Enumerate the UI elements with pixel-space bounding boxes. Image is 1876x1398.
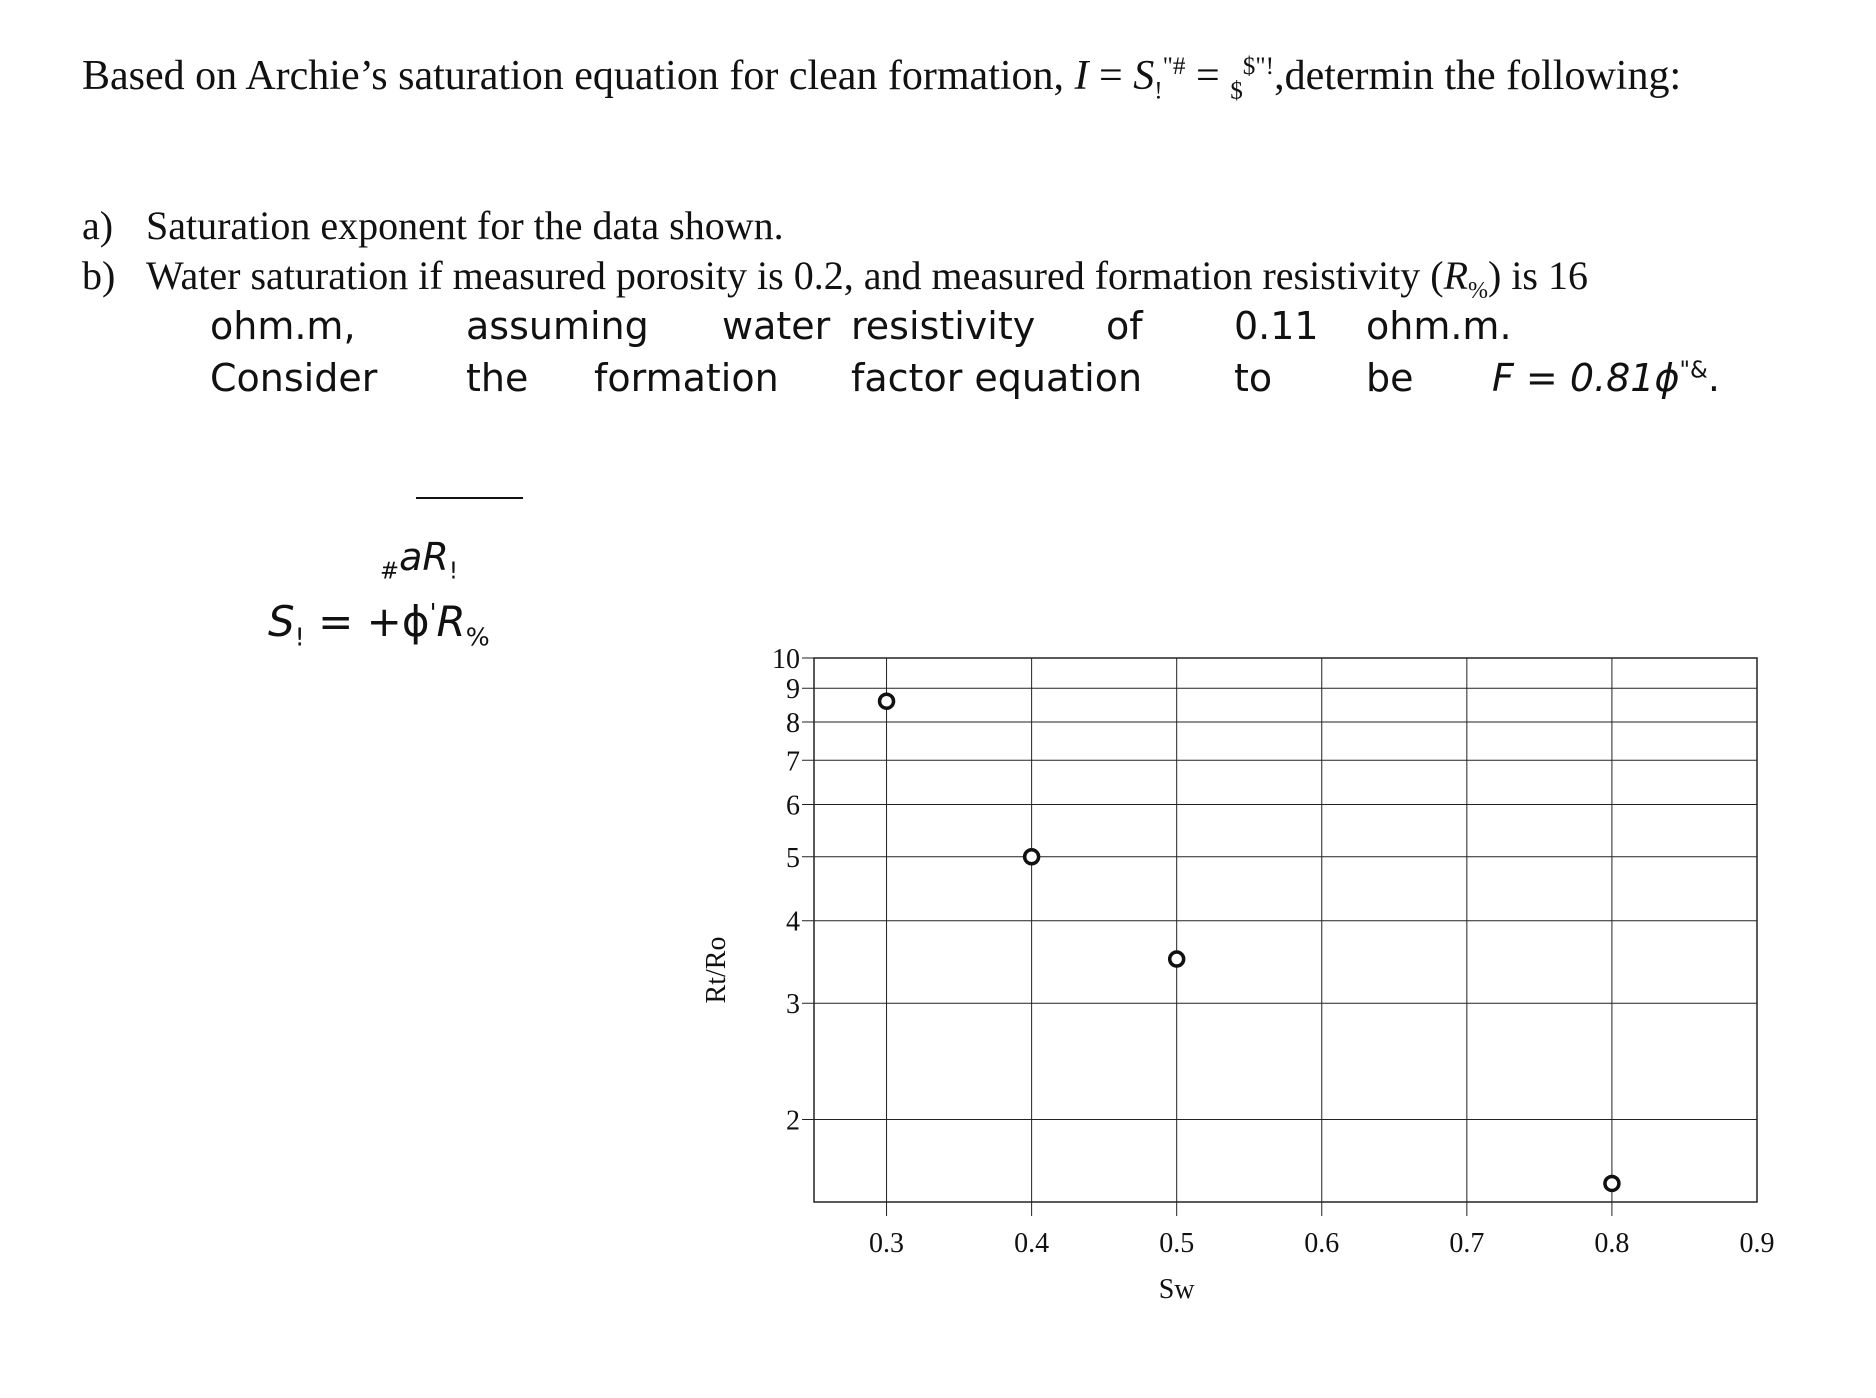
intro-text: Based on Archie’s saturation equation for clean formation, $I = S_!^{"\#}$ = $_{\$}$\$"!,determin the following:: [82, 53, 1682, 105]
fraction-rule: [416, 497, 523, 499]
y-axis-label: Rt/Ro: [701, 936, 732, 1004]
b-line3-word: formation: [594, 356, 779, 400]
x-tick-label: 0.6: [1304, 1228, 1340, 1259]
data-point: [1025, 850, 1039, 864]
question-a-text: Saturation exponent for the data shown.: [146, 203, 784, 248]
x-tick-label: 0.5: [1159, 1228, 1195, 1259]
x-tick-label: 0.3: [869, 1228, 905, 1259]
y-tick-label: 6: [786, 790, 800, 822]
y-tick-label: 3: [786, 989, 800, 1021]
x-tick-label: 0.8: [1594, 1228, 1630, 1259]
b-line3-word: the: [466, 356, 529, 400]
equation-main: $S_! = +\phi'R_{\%}$: [268, 597, 490, 652]
y-tick-label: 8: [786, 707, 800, 739]
b-line2-word: ohm.m,: [210, 304, 356, 348]
b-line2-word: water: [722, 304, 831, 348]
b-formula: F = 0.81ϕ"&.: [1492, 356, 1720, 400]
y-tick-label: 4: [786, 906, 800, 938]
data-point: [1170, 952, 1184, 966]
b-line2-word: ohm.m.: [1366, 304, 1512, 348]
y-tick-label: 5: [786, 842, 800, 874]
y-tick-label: 10: [772, 644, 800, 675]
b-line2-word: assuming: [466, 304, 649, 348]
x-tick-label: 0.9: [1739, 1228, 1775, 1259]
b-line2-word: resistivity: [851, 304, 1036, 348]
scatter-chart: [680, 640, 1790, 1320]
data-point: [880, 694, 894, 708]
y-tick-label: 9: [786, 674, 800, 706]
question-a-marker: a): [82, 203, 114, 248]
b-line3-word: Consider: [210, 356, 378, 400]
x-tick-label: 0.4: [1014, 1228, 1050, 1259]
b-line3-word: be: [1366, 356, 1414, 400]
plot-frame: [814, 658, 1757, 1202]
b-line3-word: to: [1234, 356, 1273, 400]
x-axis-label: Sw: [1158, 1274, 1195, 1305]
b-line3-word: factor equation: [851, 356, 1143, 400]
data-point: [1605, 1176, 1619, 1190]
b-line2-word: 0.11: [1234, 304, 1319, 348]
question-b-marker: b): [82, 253, 116, 298]
y-tick-label: 2: [786, 1105, 800, 1137]
x-tick-label: 0.7: [1449, 1228, 1485, 1259]
equation-numerator: $_{\#}aR_!$: [380, 535, 458, 585]
y-tick-label: 7: [786, 746, 800, 778]
b-line2-word: of: [1106, 304, 1143, 348]
question-b-text: Water saturation if measured porosity is 0.2, and measured formation resistivity $(R_{\%})$ is 16: [146, 253, 1588, 304]
